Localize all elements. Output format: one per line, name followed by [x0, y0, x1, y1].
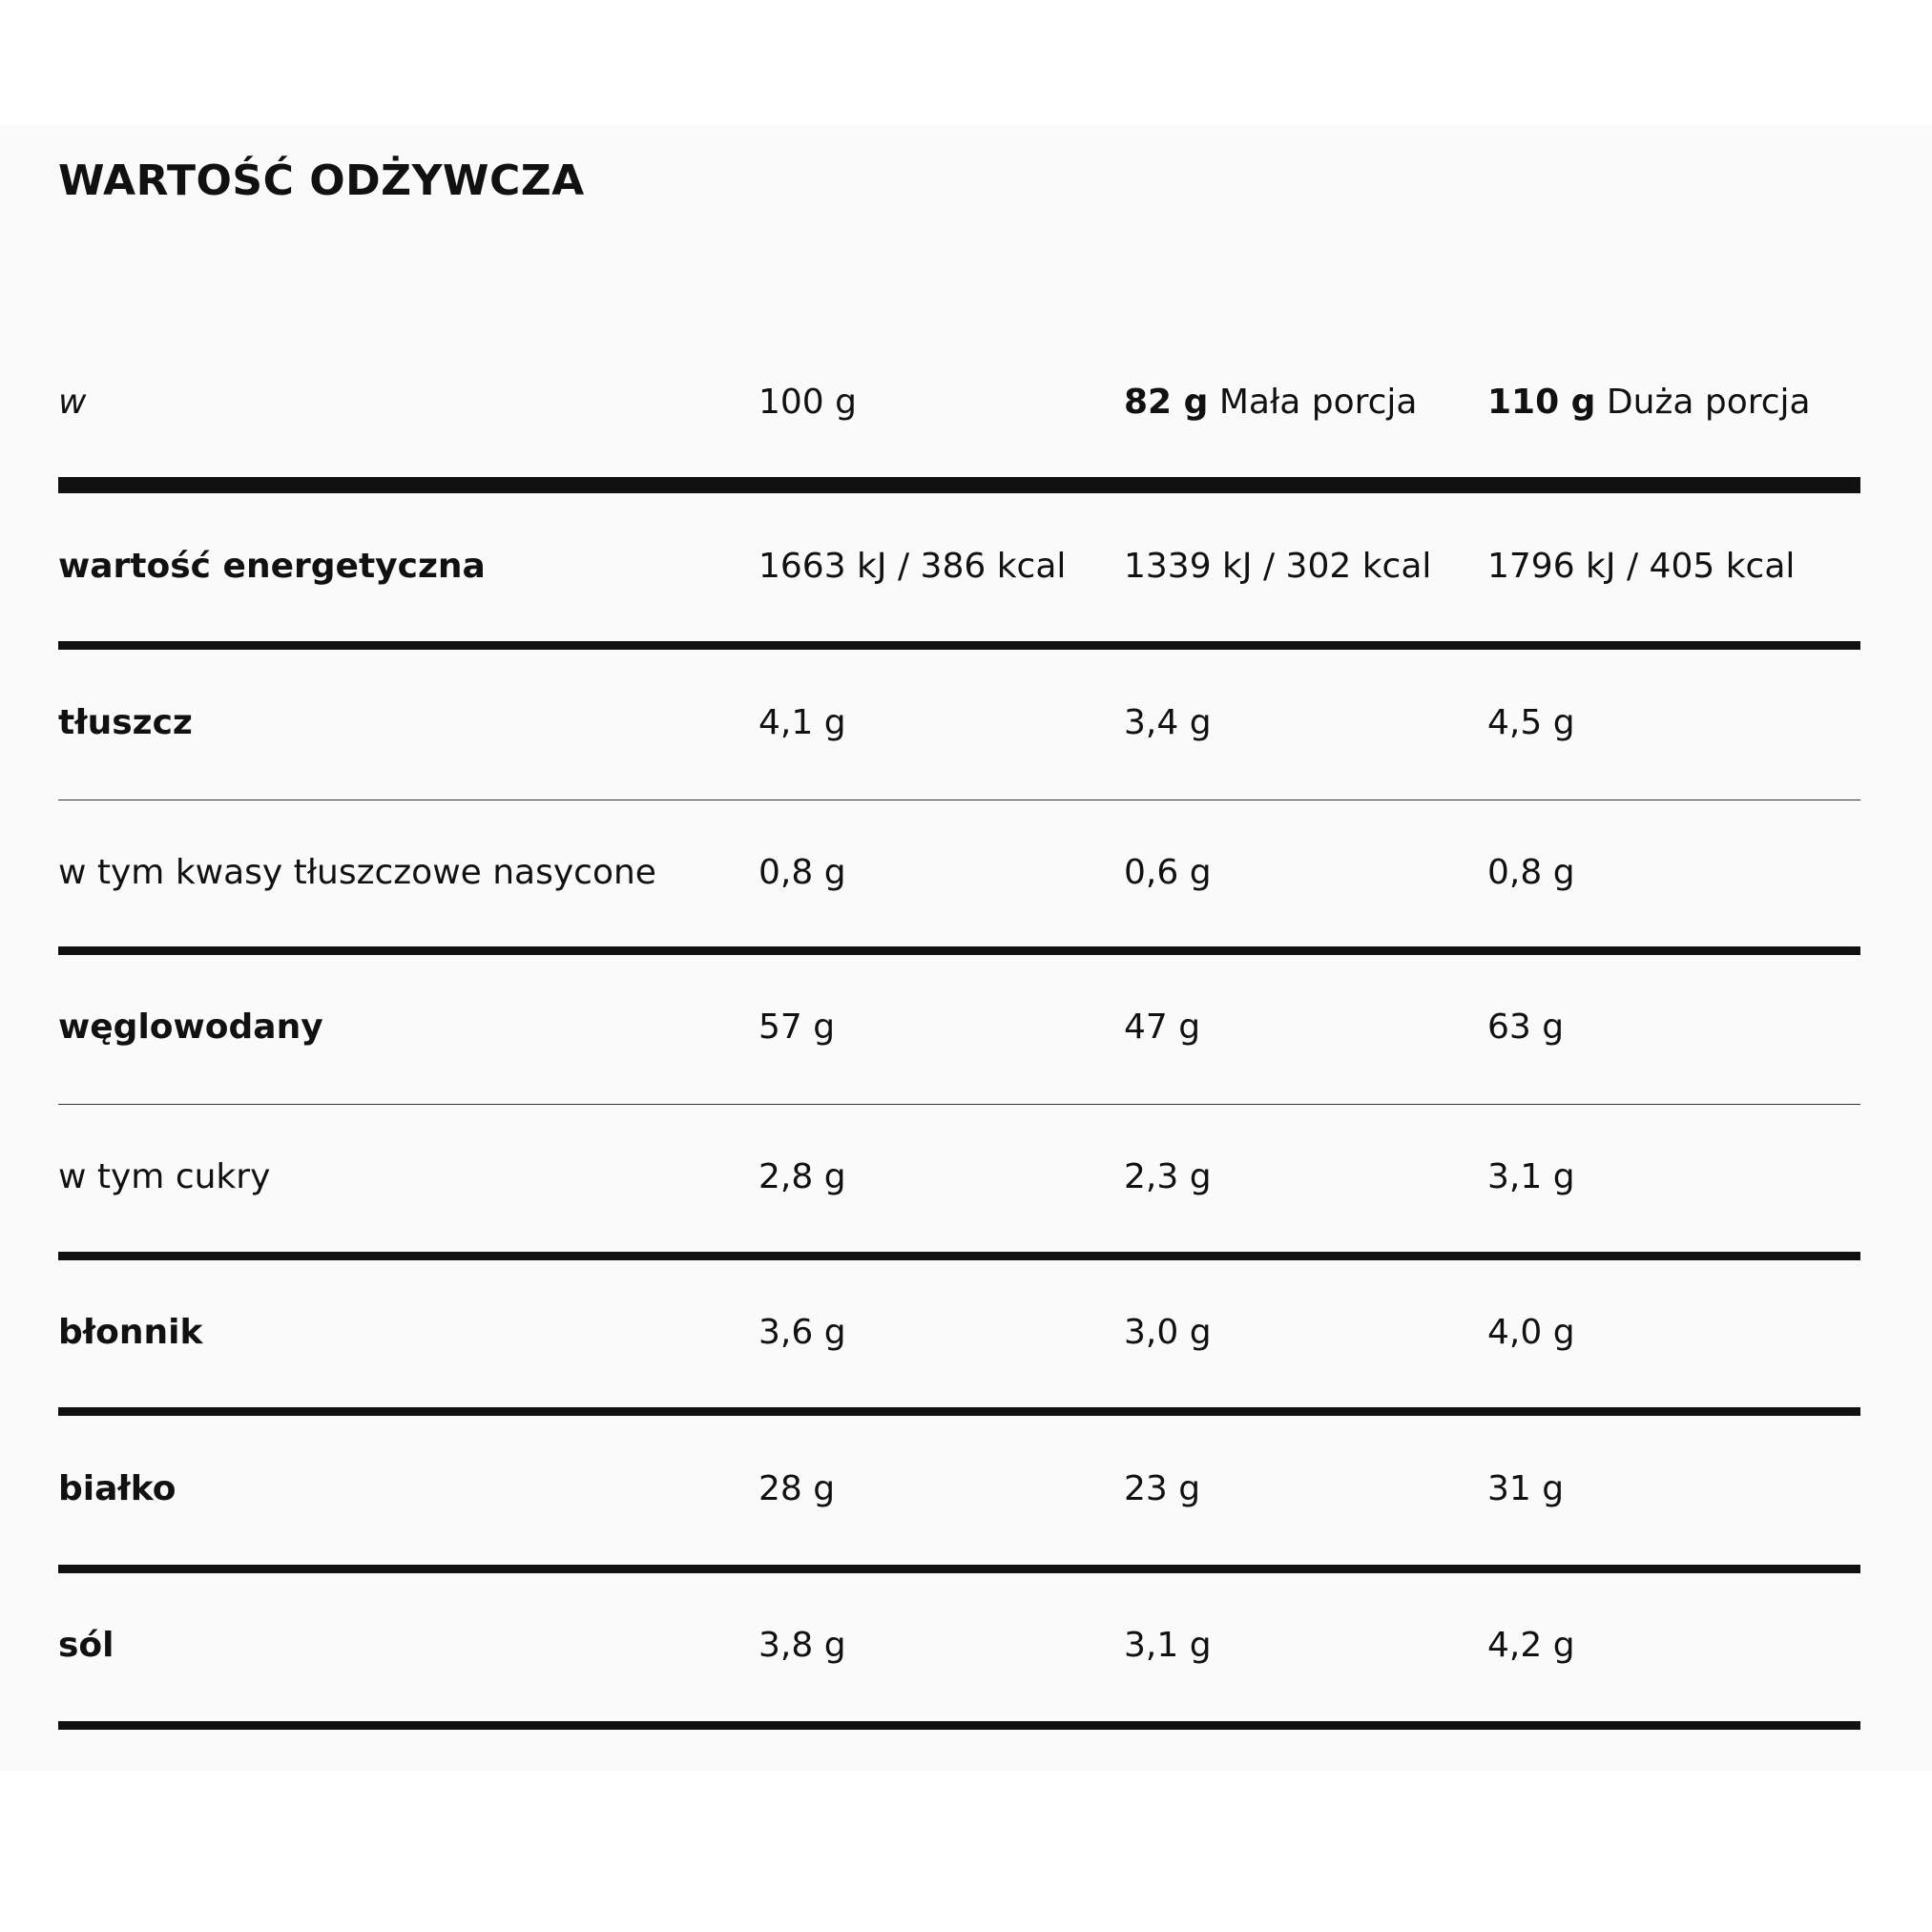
- header-large-name: Duża porcja: [1606, 383, 1811, 422]
- header-small-name: Mała porcja: [1218, 383, 1418, 422]
- header-small-amount: 82 g: [1124, 383, 1209, 422]
- page-title: WARTOŚĆ ODŻYWCZA: [58, 156, 585, 205]
- value-100g: 2,8 g: [758, 1157, 846, 1196]
- value-100g: 57 g: [758, 1008, 836, 1047]
- header-col-small: [1124, 379, 1417, 426]
- value-small: 47 g: [1124, 1008, 1201, 1047]
- header-divider: [58, 477, 1860, 493]
- value-100g: 1663 kJ / 386 kcal: [758, 547, 1067, 586]
- value-large: 3,1 g: [1487, 1157, 1575, 1196]
- row-divider: [58, 1565, 1860, 1573]
- value-large: 63 g: [1487, 1008, 1565, 1047]
- header-col-100g: 100 g: [758, 383, 858, 422]
- value-large: 4,0 g: [1487, 1313, 1575, 1352]
- nutrient-name: białko: [58, 1469, 177, 1508]
- value-large: 4,5 g: [1487, 703, 1575, 742]
- nutrient-name: węglowodany: [58, 1008, 323, 1047]
- nutrient-name: błonnik: [58, 1313, 203, 1352]
- nutrient-name: w tym kwasy tłuszczowe nasycone: [58, 853, 656, 892]
- row-divider: [58, 946, 1860, 955]
- header-col-large: [1487, 379, 1811, 426]
- nutrient-name: wartość energetyczna: [58, 547, 486, 586]
- nutrient-name: sól: [58, 1626, 114, 1665]
- value-small: 3,0 g: [1124, 1313, 1212, 1352]
- value-100g: 3,6 g: [758, 1313, 846, 1352]
- row-divider: [58, 641, 1860, 650]
- value-small: 1339 kJ / 302 kcal: [1124, 547, 1432, 586]
- value-small: 3,1 g: [1124, 1626, 1212, 1665]
- value-100g: 28 g: [758, 1469, 836, 1508]
- value-small: 2,3 g: [1124, 1157, 1212, 1196]
- nutrient-name: tłuszcz: [58, 703, 193, 742]
- row-divider: [58, 1104, 1860, 1105]
- nutrient-name: w tym cukry: [58, 1157, 271, 1196]
- value-100g: 4,1 g: [758, 703, 846, 742]
- value-small: 23 g: [1124, 1469, 1201, 1508]
- value-large: 31 g: [1487, 1469, 1565, 1508]
- value-large: 0,8 g: [1487, 853, 1575, 892]
- value-large: 1796 kJ / 405 kcal: [1487, 547, 1796, 586]
- row-divider: [58, 1407, 1860, 1416]
- value-100g: 3,8 g: [758, 1626, 846, 1665]
- value-small: 0,6 g: [1124, 853, 1212, 892]
- header-large-amount: 110 g: [1487, 383, 1596, 422]
- header-label: w: [58, 383, 87, 422]
- value-small: 3,4 g: [1124, 703, 1212, 742]
- table-bottom-divider: [58, 1721, 1860, 1730]
- value-100g: 0,8 g: [758, 853, 846, 892]
- value-large: 4,2 g: [1487, 1626, 1575, 1665]
- row-divider: [58, 1252, 1860, 1260]
